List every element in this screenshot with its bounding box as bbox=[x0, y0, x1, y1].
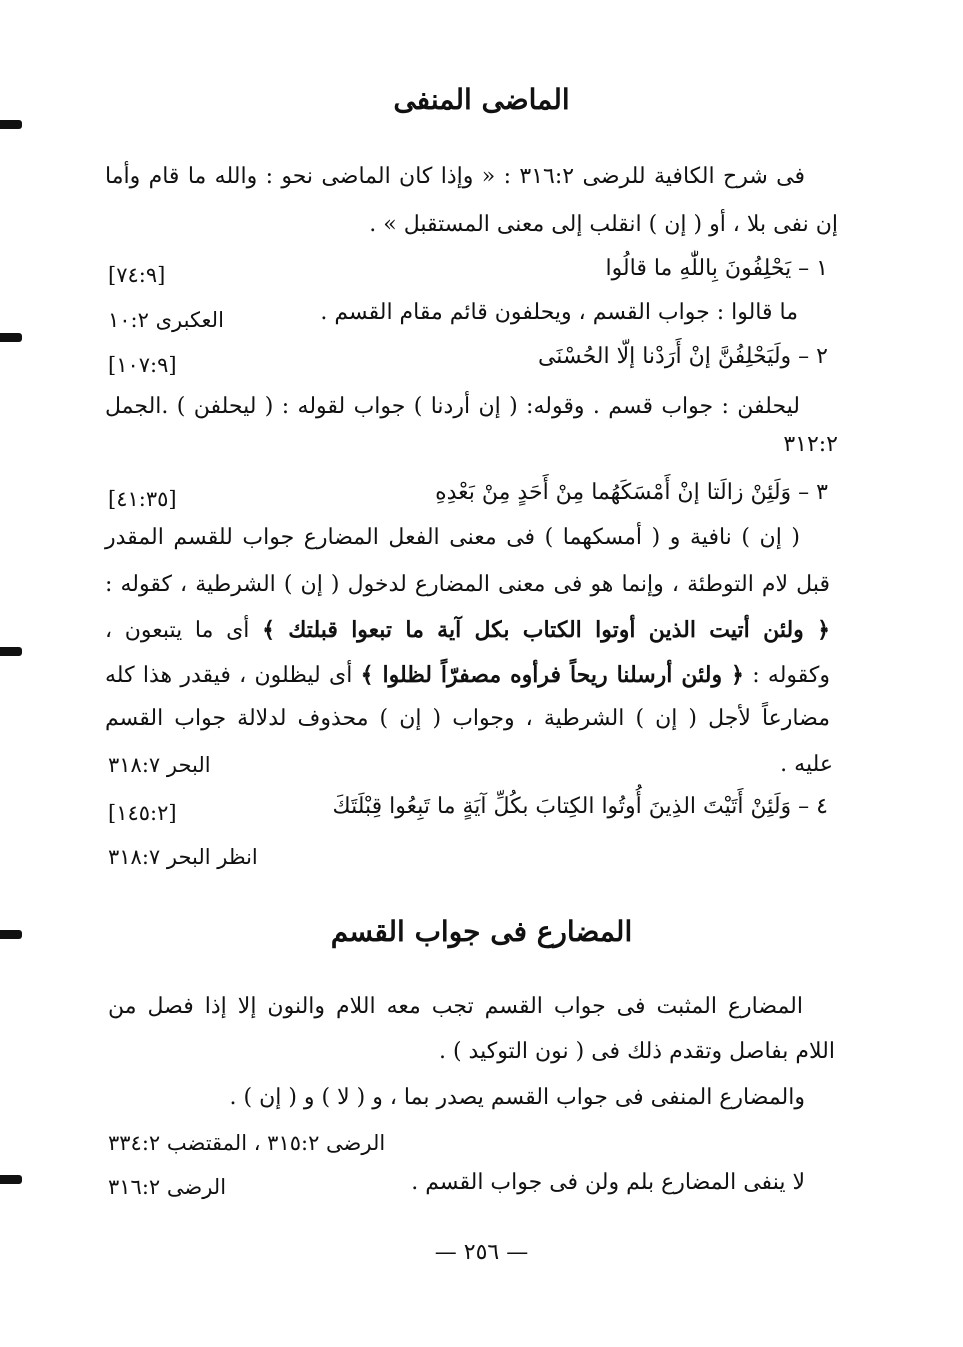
note-line: ٣١٢:٢ bbox=[783, 432, 838, 457]
paragraph-line: اللام بفاصل وتقدم ذلك فى ( نون التوكيد ) . bbox=[438, 1039, 835, 1064]
paragraph-line: والمضارع المنفى فى جواب القسم يصدر بما ، و ( لا ) و ( إن ) . bbox=[229, 1085, 805, 1110]
note-line bbox=[105, 660, 830, 691]
note-line: عليه . bbox=[780, 752, 833, 777]
verse-reference: [١٠٧:٩] bbox=[108, 353, 177, 377]
paragraph-line: لا ينفى المضارع بلم ولن فى جواب القسم . bbox=[411, 1170, 805, 1195]
verse-item-2: ٢ – ولَيَحْلِفُنَّ إنْ أَرَدْنا إلّا الحُسْنَى bbox=[537, 344, 828, 369]
note-line: قبل لام التوطئة ، وإنما هو فى معنى المضارع لدخول ( إن ) الشرطية ، كقوله : bbox=[105, 572, 830, 597]
paragraph-line: المضارع المثبت فى جواب القسم تجب معه اللام والنون إلا إذا فصل من bbox=[108, 994, 803, 1019]
verse-reference: [١٤٥:٢] bbox=[108, 801, 177, 825]
source-reference: انظر البحر ٣١٨:٧ bbox=[108, 845, 258, 869]
note-line: مضارعاً لأجل ( إن ) الشرطية ، وجواب ( إن ) محذوف لدلالة جواب القسم bbox=[105, 706, 830, 731]
note-text: وكقوله : bbox=[743, 663, 830, 688]
note-line: ( إن ) نافية و ( أمسكهما ) فى معنى الفعل المضارع جواب للقسم المقدر bbox=[105, 525, 800, 550]
quran-quote: ﴿ ولئن أتيت الذين أوتوا الكتاب بكل آية ما تبعوا قبلتك ﴾ bbox=[262, 617, 831, 643]
binding-mark bbox=[0, 333, 22, 342]
page-number: — ٢٥٦ — bbox=[434, 1240, 529, 1265]
source-reference: الرضى ٣١٦:٢ bbox=[108, 1175, 227, 1199]
verse-item-3: ٣ – وَلَئِنْ زالَتا إنْ أَمْسَكَهُما مِنْ أَحَدٍ مِنْ بَعْدِهِ bbox=[435, 480, 828, 505]
binding-mark bbox=[0, 647, 22, 656]
quran-quote: ﴿ ولئن أرسلنا ريحاً فرأوه مصفرّاً لظلوا ﴾ bbox=[360, 662, 744, 688]
note-line: ليحلفن : جواب قسم . وقوله: ( إن أردنا ) جواب لقوله : ( ليحلفن ) .الجمل bbox=[105, 394, 800, 419]
verse-reference: [٤١:٣٥] bbox=[108, 487, 177, 511]
verse-reference: [٧٤:٩] bbox=[108, 263, 166, 287]
section-title-negated-past: الماضى المنفى bbox=[393, 83, 570, 116]
binding-mark bbox=[0, 120, 22, 129]
note-text: أى ما يتبعون ، bbox=[105, 618, 263, 643]
paragraph-line: فى شرح الكافية للرضى ٣١٦:٢ : « وإذا كان الماضى نحو : والله ما قام وأما bbox=[105, 164, 805, 189]
paragraph-line: إن نفى بلا ، أو ( إن ) انقلب إلى معنى المستقبل » . bbox=[369, 212, 838, 237]
binding-mark bbox=[0, 1175, 22, 1184]
note-line bbox=[105, 615, 830, 646]
verse-item-4: ٤ – وَلَئِنْ أَتَيْتَ الذِينَ أُوتُوا الكِتابَ بكُلِّ آيَةٍ ما تَبِعُوا قِبْلَتَكَ bbox=[332, 794, 828, 819]
section-title-present-in-oath: المضارع فى جواب القسم bbox=[330, 915, 633, 948]
note-text: أى ليظلون ، فيقدر هذا كله bbox=[105, 663, 361, 688]
note-line: ما قالوا : جواب القسم ، ويحلفون قائم مقام القسم . bbox=[320, 300, 798, 325]
source-reference: الرضى ٣١٥:٢ ، المقتضب ٣٣٤:٢ bbox=[108, 1131, 386, 1155]
source-reference: العكبرى ١٠:٢ bbox=[108, 308, 224, 332]
source-reference: البحر ٣١٨:٧ bbox=[108, 753, 211, 777]
verse-item-1: ١ – يَحْلِفُونَ بِاللّٰهِ ما قالُوا bbox=[605, 256, 828, 281]
